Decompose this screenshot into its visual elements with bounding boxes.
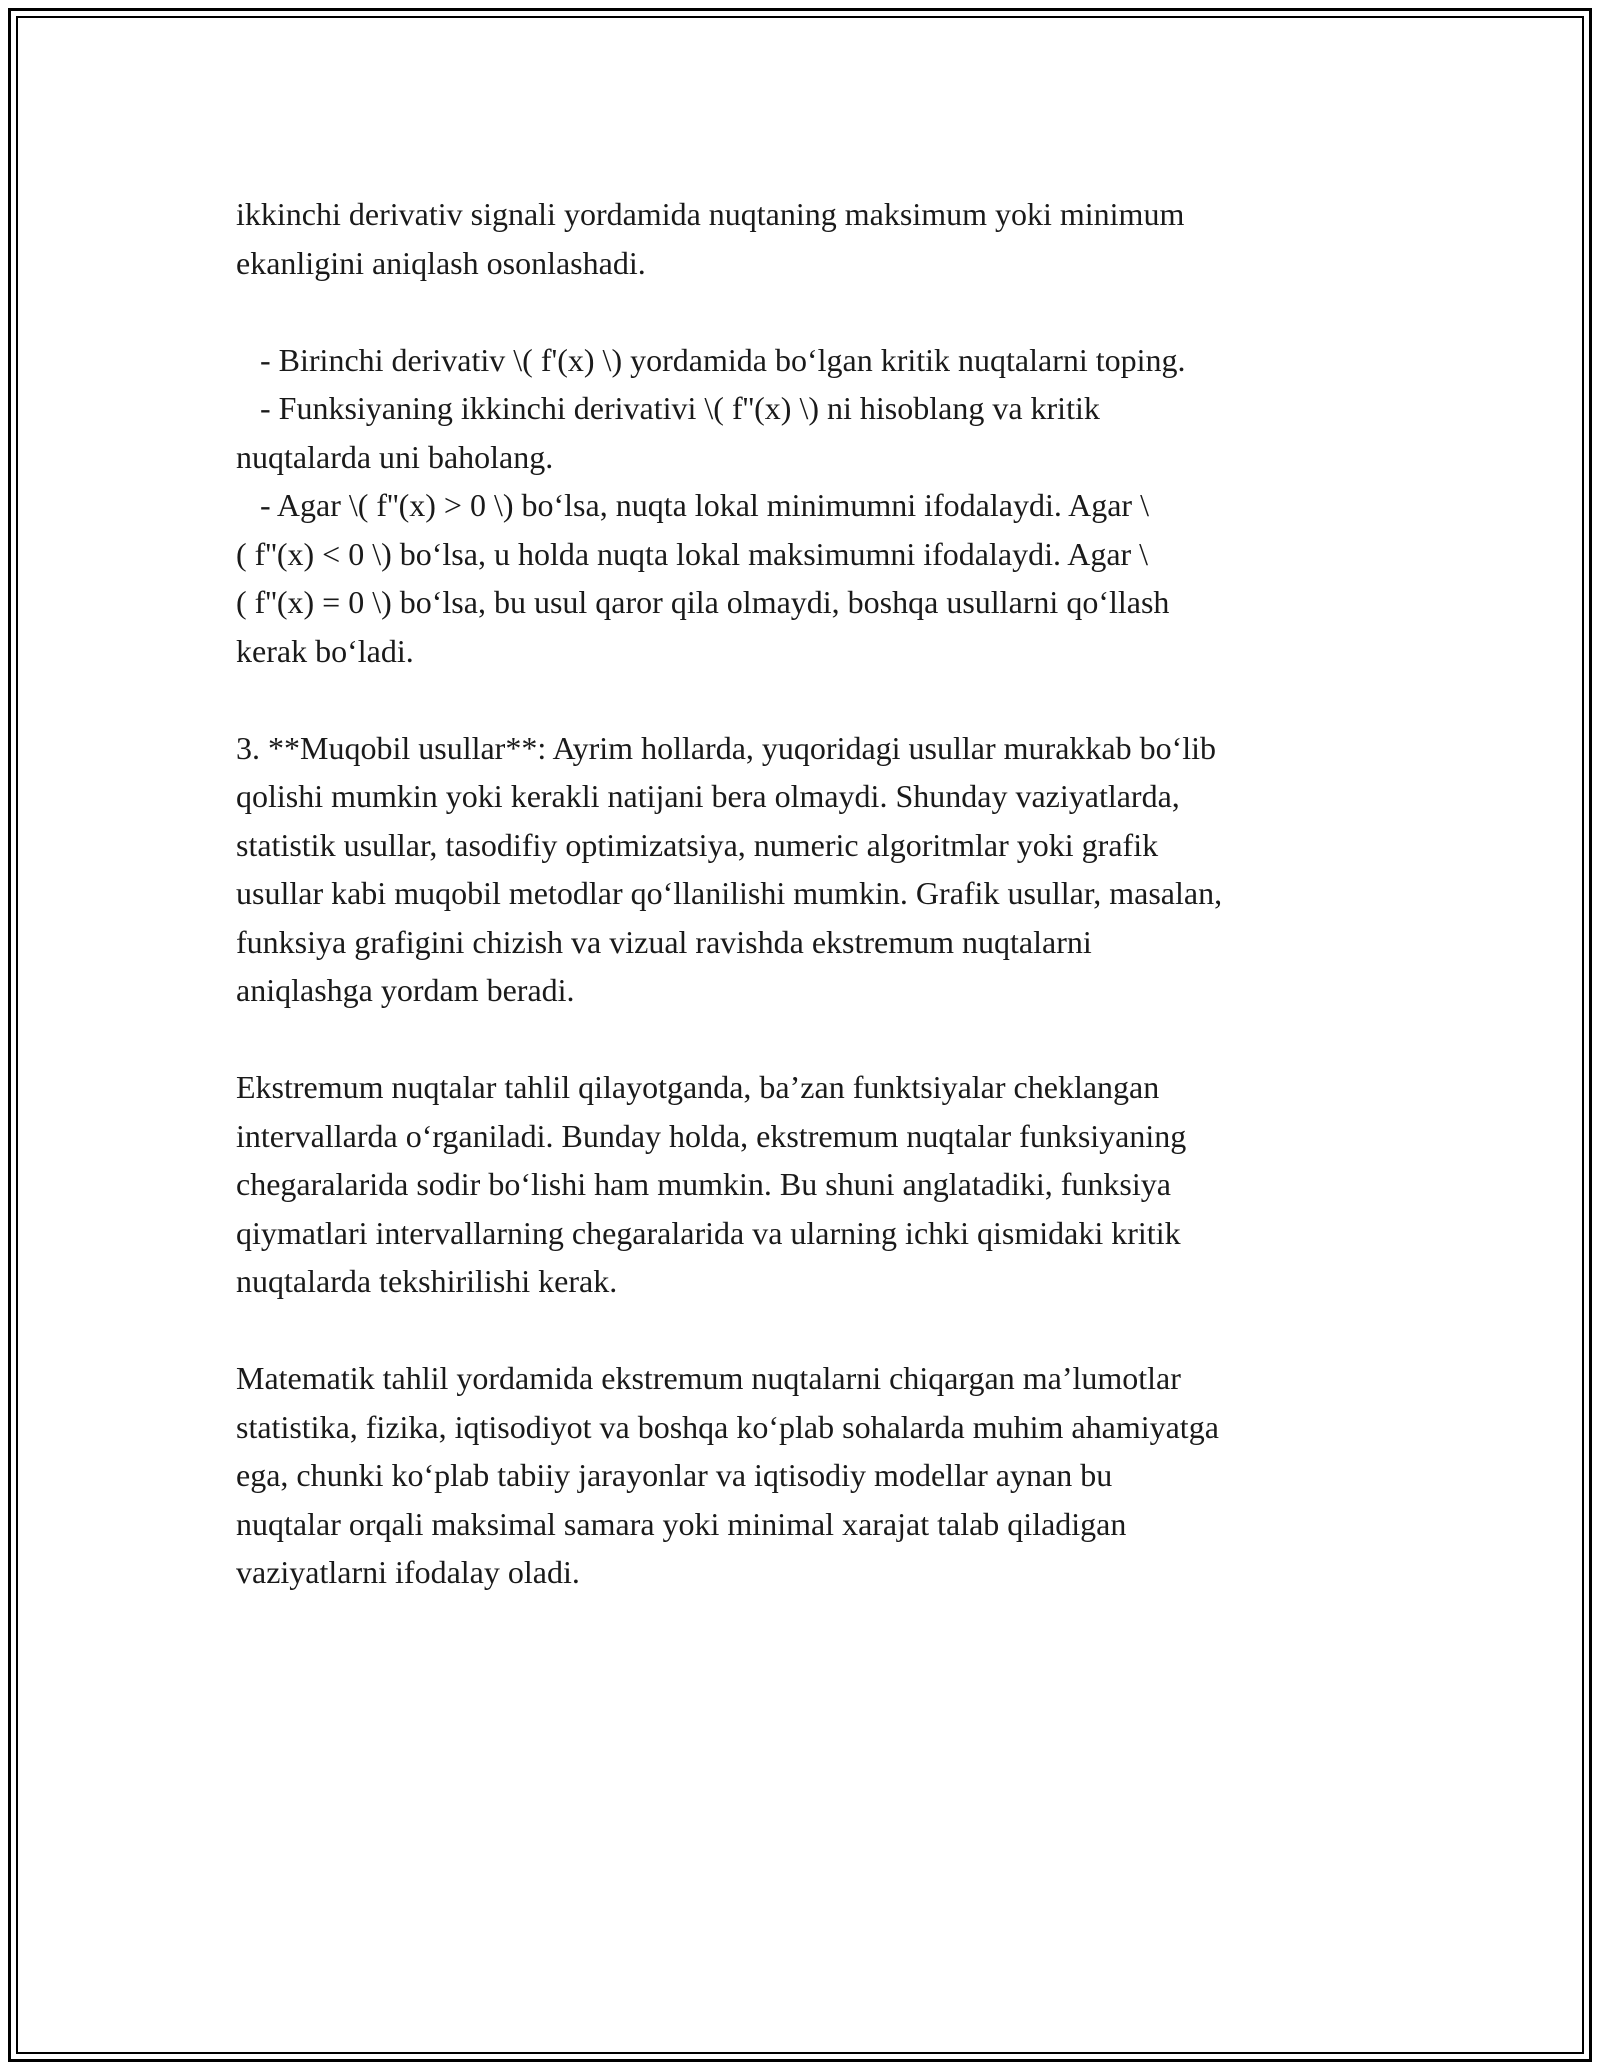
paragraph-second-derivative-steps: - Birinchi derivativ \( f'(x) \) yordamida bo‘lgan kritik nuqtalarni toping. - Funksiyaning ikkinchi derivativi \( f''(x) \) ni hisoblang va kritik nuqtalarda uni baholang. - Agar \( f''(x) > 0 \) bo‘lsa, nuqta lokal minimumni ifodalaydi. Agar \ ( f''(x) < 0 \) bo‘lsa, u holda nuqta lokal maksimumni ifodalaydi. Agar \ ( f''(x) = 0 \) bo‘lsa, bu usul qaror qila olmaydi, boshqa usullarni qo‘llash kerak bo‘ladi. xyxy=(236,341,1186,669)
paragraph-spacer xyxy=(236,1015,1386,1064)
paragraph-alternative-methods: 3. **Muqobil usullar**: Ayrim hollarda, yuqoridagi usullar murakkab bo‘lib qolishi mumkin yoki kerakli natijani bera olmaydi. Shunday vaziyatlarda, statistik usullar, tasodifiy optimizatsiya, numeric algoritmlar yoki grafik usullar kabi muqobil metodlar qo‘llanilishi mumkin. Grafik usullar, masalan, funksiya grafigini chizish va vizual ravishda ekstremum nuqtalarni aniqlashga yordam beradi. xyxy=(236,729,1223,1008)
paragraph-spacer xyxy=(236,287,1386,336)
paragraph-second-derivative-intro: ikkinchi derivativ signali yordamida nuqtaning maksimum yoki minimum ekanligini aniqlash osonlashadi. xyxy=(236,196,1185,281)
paragraph-applications: Matematik tahlil yordamida ekstremum nuqtalarni chiqargan ma’lumotlar statistika, fizika, iqtisodiyot va boshqa ko‘plab sohalarda muhim ahamiyatga ega, chunki ko‘plab tabiiy jarayonlar va iqtisodiy modellar aynan bu nuqtalar orqali maksimal samara yoki minimal xarajat talab qiladigan vaziyatlarni ifodalay oladi. xyxy=(236,1360,1219,1590)
document-body xyxy=(236,190,1386,1597)
paragraph-bounded-intervals: Ekstremum nuqtalar tahlil qilayotganda, ba’zan funktsiyalar cheklangan intervallarda o‘rganiladi. Bunday holda, ekstremum nuqtalar funksiyaning chegaralarida sodir bo‘lishi ham mumkin. Bu shuni anglatadiki, funksiya qiymatlari intervallarning chegaralarida va ularning ichki qismidaki kritik nuqtalarda tekshirilishi kerak. xyxy=(236,1069,1187,1299)
paragraph-spacer xyxy=(236,1306,1386,1355)
paragraph-spacer xyxy=(236,675,1386,724)
